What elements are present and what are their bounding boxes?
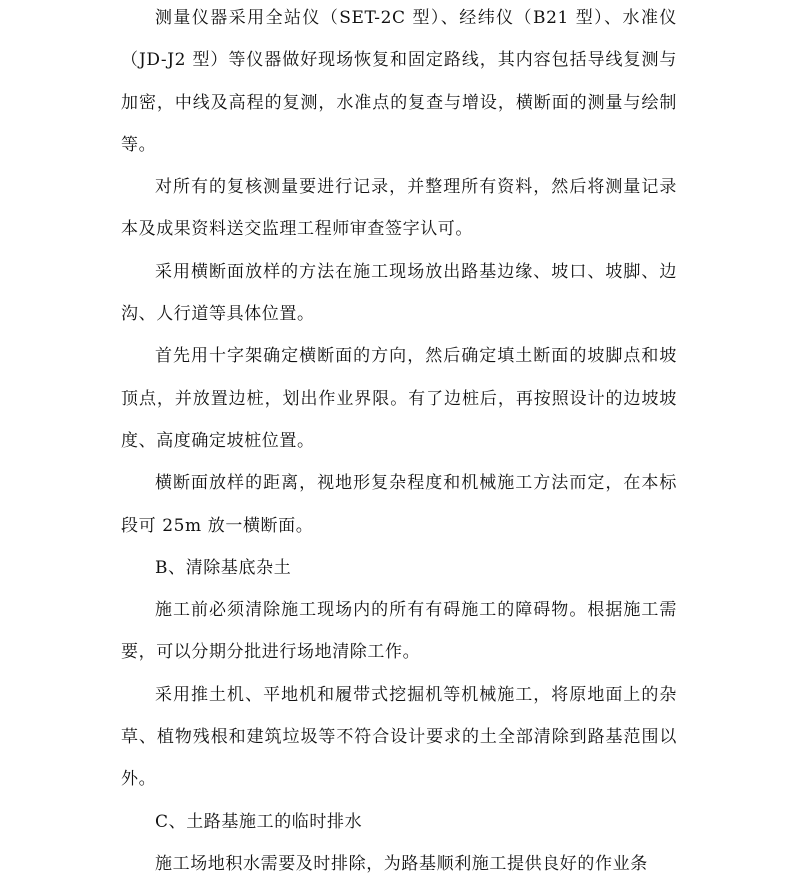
section-heading-temporary-drainage: C、土路基施工的临时排水 [155,811,363,832]
document-body [121,0,677,885]
paragraph-cross-section-staking: 采用横断面放样的方法在施工现场放出路基边缘、坡口、坡脚、边沟、人行道等具体位置。 [121,261,677,325]
paragraph-survey-records: 对所有的复核测量要进行记录，并整理所有资料，然后将测量记录本及成果资料送交监理工程师审查签字认可。 [121,177,677,240]
paragraph-staking-distance: 横断面放样的距离，视地形复杂程度和机械施工方法而定，在本标段可 25m 放一横断面。 [121,473,677,536]
paragraph-cross-section-direction: 首先用十字架确定横断面的方向，然后确定填土断面的坡脚点和坡顶点，并放置边桩，划出作业界限。有了边桩后，再按照设计的边坡坡度、高度确定坡桩位置。 [121,346,677,451]
section-heading-clear-base: B、清除基底杂土 [155,557,292,578]
paragraph-clear-obstacles: 施工前必须清除施工现场内的所有有碍施工的障碍物。根据施工需要，可以分期分批进行场地清除工作。 [121,600,677,663]
paragraph-drainage: 施工场地积水需要及时排除，为路基顺利施工提供良好的作业条 [155,853,648,874]
paragraph-survey-instruments: 测量仪器采用全站仪（SET-2C 型）、经纬仪（B21 型）、水准仪（JD-J2 型）等仪器做好现场恢复和固定路线，其内容包括导线复测与加密，中线及高程的复测，水准点的复查与增设，横断面的测量与绘制等。 [121,8,677,155]
paragraph-machinery-clearing: 采用推土机、平地机和履带式挖掘机等机械施工，将原地面上的杂草、植物残根和建筑垃圾等不符合设计要求的土全部清除到路基范围以外。 [121,684,677,790]
